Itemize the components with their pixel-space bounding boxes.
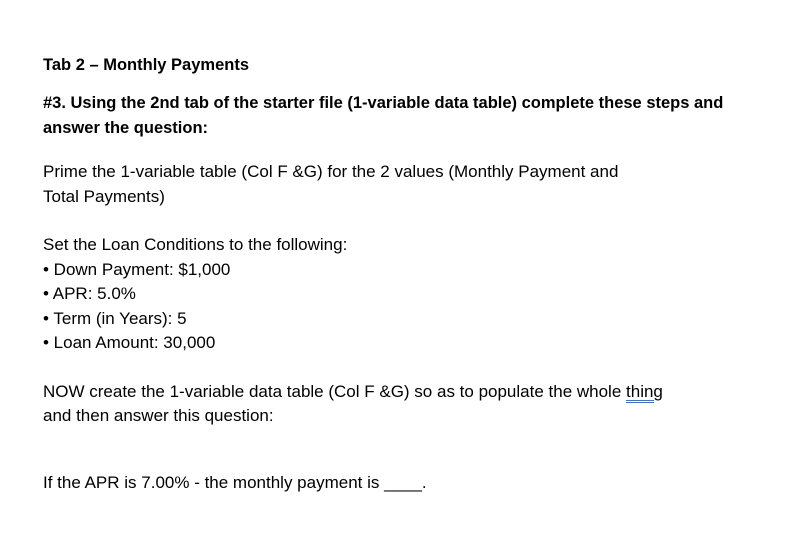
question-prompt: #3. Using the 2nd tab of the starter file (1-variable data table) complete these steps and answer the question: xyxy=(43,94,724,137)
list-item: • Down Payment: $1,000 xyxy=(43,259,231,279)
spellcheck-flagged-word[interactable]: thing xyxy=(626,381,663,401)
loan-conditions-list xyxy=(43,258,763,356)
create-table-line-2: and then answer this question: xyxy=(43,406,274,425)
section-heading: Tab 2 – Monthly Payments xyxy=(43,56,249,74)
create-table-text: NOW create the 1-variable data table (Col F &G) so as to populate the whole xyxy=(43,381,627,401)
list-item: • APR: 5.0% xyxy=(43,284,136,303)
prime-line-2: Total Payments) xyxy=(43,186,165,206)
list-item: • Term (in Years): 5 xyxy=(43,308,187,328)
loan-conditions-intro: Set the Loan Conditions to the following: xyxy=(43,235,348,254)
prime-instruction xyxy=(43,160,763,209)
final-question: If the APR is 7.00% - the monthly payment is ____. xyxy=(43,472,427,492)
list-item: • Loan Amount: 30,000 xyxy=(43,333,216,352)
document-body xyxy=(43,54,763,495)
prime-line-1: Prime the 1-variable table (Col F &G) for the 2 values (Monthly Payment and xyxy=(43,162,619,181)
create-table-instruction xyxy=(43,380,763,429)
